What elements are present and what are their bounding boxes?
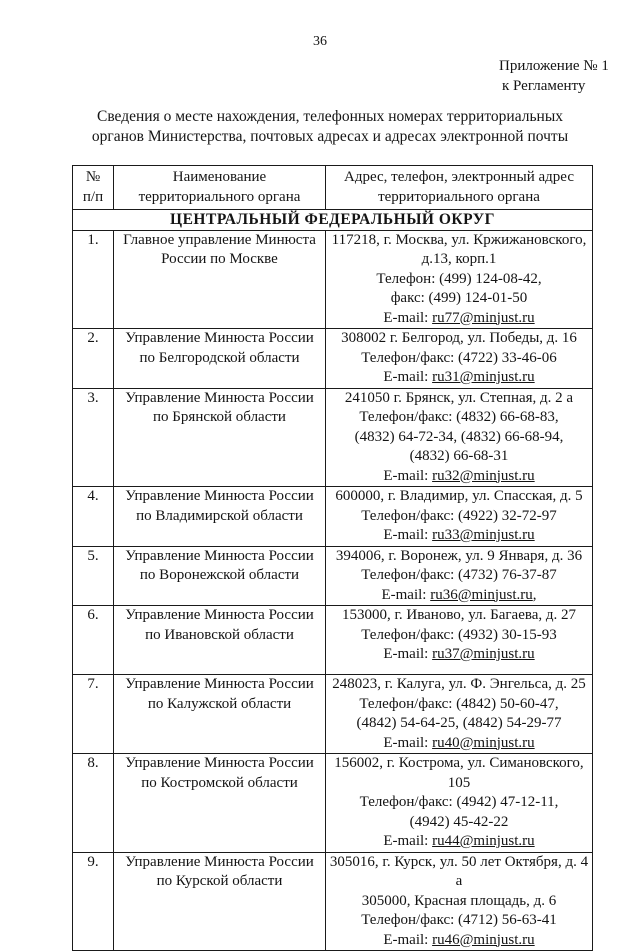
table-row	[73, 606, 593, 675]
address-line: 308002 г. Белгород, ул. Победы, д. 16	[341, 330, 577, 346]
header-name-line-2: территориального органа	[138, 188, 301, 205]
header-number	[73, 166, 114, 210]
table-header-row	[73, 166, 593, 210]
row-number: 8.	[73, 754, 114, 853]
email-link[interactable]: ru40@minjust.ru	[432, 734, 535, 751]
row-number: 9.	[73, 852, 114, 951]
header-address-line-1: Адрес, телефон, электронный адрес	[344, 169, 574, 185]
body-name-line: Управление Минюста России	[125, 607, 314, 623]
email-label: E-mail:	[383, 527, 433, 543]
body-name-cell	[114, 546, 326, 606]
address-line: (4942) 45-42-22	[409, 813, 509, 830]
email-line	[329, 368, 589, 388]
address-line: Телефон/факс: (4842) 50-60-47,	[359, 695, 559, 712]
body-name-cell	[114, 675, 326, 754]
email-link[interactable]: ru37@minjust.ru	[432, 646, 535, 662]
email-line	[329, 586, 589, 606]
table-row	[73, 329, 593, 389]
body-name-line: по Ивановской области	[145, 626, 294, 643]
table-body	[73, 210, 593, 951]
table-row	[73, 546, 593, 606]
address-cell	[326, 546, 593, 606]
row-number: 5.	[73, 546, 114, 606]
appendix-line-2: к Регламенту	[502, 78, 586, 94]
email-line	[329, 526, 589, 546]
email-label: E-mail:	[383, 467, 433, 484]
body-name-line: Управление Минюста России	[125, 853, 314, 870]
email-suffix: ,	[532, 586, 537, 603]
email-link[interactable]: ru32@minjust.ru	[432, 467, 535, 484]
table-row	[73, 388, 593, 487]
email-label: E-mail:	[383, 734, 433, 751]
body-name-line: по Воронежской области	[139, 567, 300, 583]
email-label: E-mail:	[383, 369, 433, 385]
address-line: Телефон/факс: (4832) 66-68-83,	[359, 409, 559, 425]
email-line	[329, 467, 589, 487]
body-name-line: по Курской области	[156, 873, 283, 889]
table-row	[73, 754, 593, 853]
body-name-line: Управление Минюста России	[125, 547, 314, 564]
body-name-line: по Владимирской области	[136, 507, 303, 524]
address-line: 305016, г. Курск, ул. 50 лет Октября, д. 4 а	[329, 853, 589, 889]
email-link[interactable]: ru44@minjust.ru	[432, 833, 535, 849]
territorial-bodies-table	[72, 165, 593, 951]
body-name-line: Управление Минюста России	[125, 389, 314, 406]
body-name-cell	[114, 606, 326, 675]
email-line	[329, 309, 589, 329]
address-line: Телефон/факс: (4712) 56-63-41	[361, 912, 557, 928]
document-title	[60, 107, 600, 147]
address-line: Телефон/факс: (4722) 33-46-06	[361, 349, 557, 366]
address-line: Телефон/факс: (4942) 47-12-11,	[359, 794, 559, 810]
district-row	[73, 210, 593, 231]
header-name-line-1: Наименование	[172, 169, 267, 185]
email-link[interactable]: ru31@minjust.ru	[432, 369, 535, 385]
email-link[interactable]: ru46@minjust.ru	[432, 931, 535, 948]
address-cell	[326, 852, 593, 951]
address-line: 153000, г. Иваново, ул. Багаева, д. 27	[341, 607, 577, 623]
body-name-line: по Калужской области	[147, 695, 292, 712]
table-row	[73, 487, 593, 547]
address-line: 117218, г. Москва, ул. Кржижановского,	[331, 231, 587, 248]
body-name-cell	[114, 329, 326, 389]
email-line	[329, 645, 589, 665]
header-address	[326, 166, 593, 210]
body-name-line: Управление Минюста России	[125, 755, 314, 771]
email-label: E-mail:	[383, 646, 433, 662]
table-row	[73, 675, 593, 754]
address-line: Телефон: (499) 124-08-42,	[376, 270, 542, 287]
body-name-line: по Костромской области	[141, 774, 298, 791]
address-cell	[326, 388, 593, 487]
address-line: Телефон/факс: (4732) 76-37-87	[361, 567, 557, 583]
body-name-line: Управление Минюста России	[125, 488, 314, 504]
header-number-line-2: п/п	[82, 188, 104, 205]
page-number: 36	[313, 34, 327, 49]
address-line: 394006, г. Воронеж, ул. 9 Января, д. 36	[335, 547, 583, 564]
row-number: 4.	[73, 487, 114, 547]
body-name-line: по Белгородской области	[139, 349, 300, 366]
table-row	[73, 852, 593, 951]
row-number: 3.	[73, 388, 114, 487]
email-label: E-mail:	[381, 586, 431, 603]
email-line	[329, 832, 589, 852]
row-number: 6.	[73, 606, 114, 675]
document-title-line-2: органов Министерства, почтовых адресах и адресах электронной почты	[91, 128, 569, 145]
header-name	[114, 166, 326, 210]
address-cell	[326, 329, 593, 389]
email-label: E-mail:	[383, 309, 433, 326]
appendix-heading	[499, 56, 609, 96]
address-line: Телефон/факс: (4932) 30-15-93	[361, 626, 557, 643]
address-line: 241050 г. Брянск, ул. Степная, д. 2 а	[344, 389, 574, 406]
row-number: 1.	[73, 230, 114, 329]
appendix-line-1: Приложение № 1	[499, 58, 609, 74]
address-line: Телефон/факс: (4922) 32-72-97	[361, 507, 557, 524]
address-cell	[326, 230, 593, 329]
body-name-cell	[114, 487, 326, 547]
table-row	[73, 230, 593, 329]
body-name-cell	[114, 754, 326, 853]
row-number: 7.	[73, 675, 114, 754]
address-line: 600000, г. Владимир, ул. Спасская, д. 5	[335, 488, 583, 504]
body-name-cell	[114, 230, 326, 329]
body-name-line: Главное управление Минюста	[123, 231, 316, 248]
body-name-line: России по Москве	[161, 251, 278, 267]
email-label: E-mail:	[383, 931, 433, 948]
address-line: (4832) 64-72-34, (4832) 66-68-94,	[354, 428, 564, 445]
address-cell	[326, 606, 593, 675]
address-line: (4832) 66-68-31	[409, 448, 509, 464]
email-link[interactable]: ru33@minjust.ru	[432, 527, 535, 543]
address-line: 248023, г. Калуга, ул. Ф. Энгельса, д. 25	[332, 676, 586, 692]
address-line: (4842) 54-64-25, (4842) 54-29-77	[356, 715, 562, 731]
email-line	[329, 931, 589, 951]
row-number: 2.	[73, 329, 114, 389]
email-label: E-mail:	[383, 833, 433, 849]
address-line: 305000, Красная площадь, д. 6	[361, 892, 557, 909]
body-name-line: по Брянской области	[153, 409, 286, 425]
email-link[interactable]: ru36@minjust.ru	[430, 586, 533, 603]
body-name-line: Управление Минюста России	[125, 330, 314, 346]
email-link[interactable]: ru77@minjust.ru	[432, 309, 535, 326]
email-line	[329, 734, 589, 754]
header-address-line-2: территориального органа	[378, 188, 540, 205]
address-line: факс: (499) 124-01-50	[390, 290, 528, 306]
address-cell	[326, 754, 593, 853]
address-cell	[326, 675, 593, 754]
body-name-cell	[114, 852, 326, 951]
document-title-line-1: Сведения о месте нахождения, телефонных номерах территориальных	[96, 108, 563, 125]
body-name-line: Управление Минюста России	[125, 676, 314, 692]
address-cell	[326, 487, 593, 547]
district-heading: ЦЕНТРАЛЬНЫЙ ФЕДЕРАЛЬНЫЙ ОКРУГ	[73, 210, 593, 231]
address-line: д.13, корп.1	[421, 251, 497, 267]
address-line: 156002, г. Кострома, ул. Симановского, 105	[334, 755, 584, 791]
body-name-cell	[114, 388, 326, 487]
header-number-line-1: №	[85, 169, 101, 185]
